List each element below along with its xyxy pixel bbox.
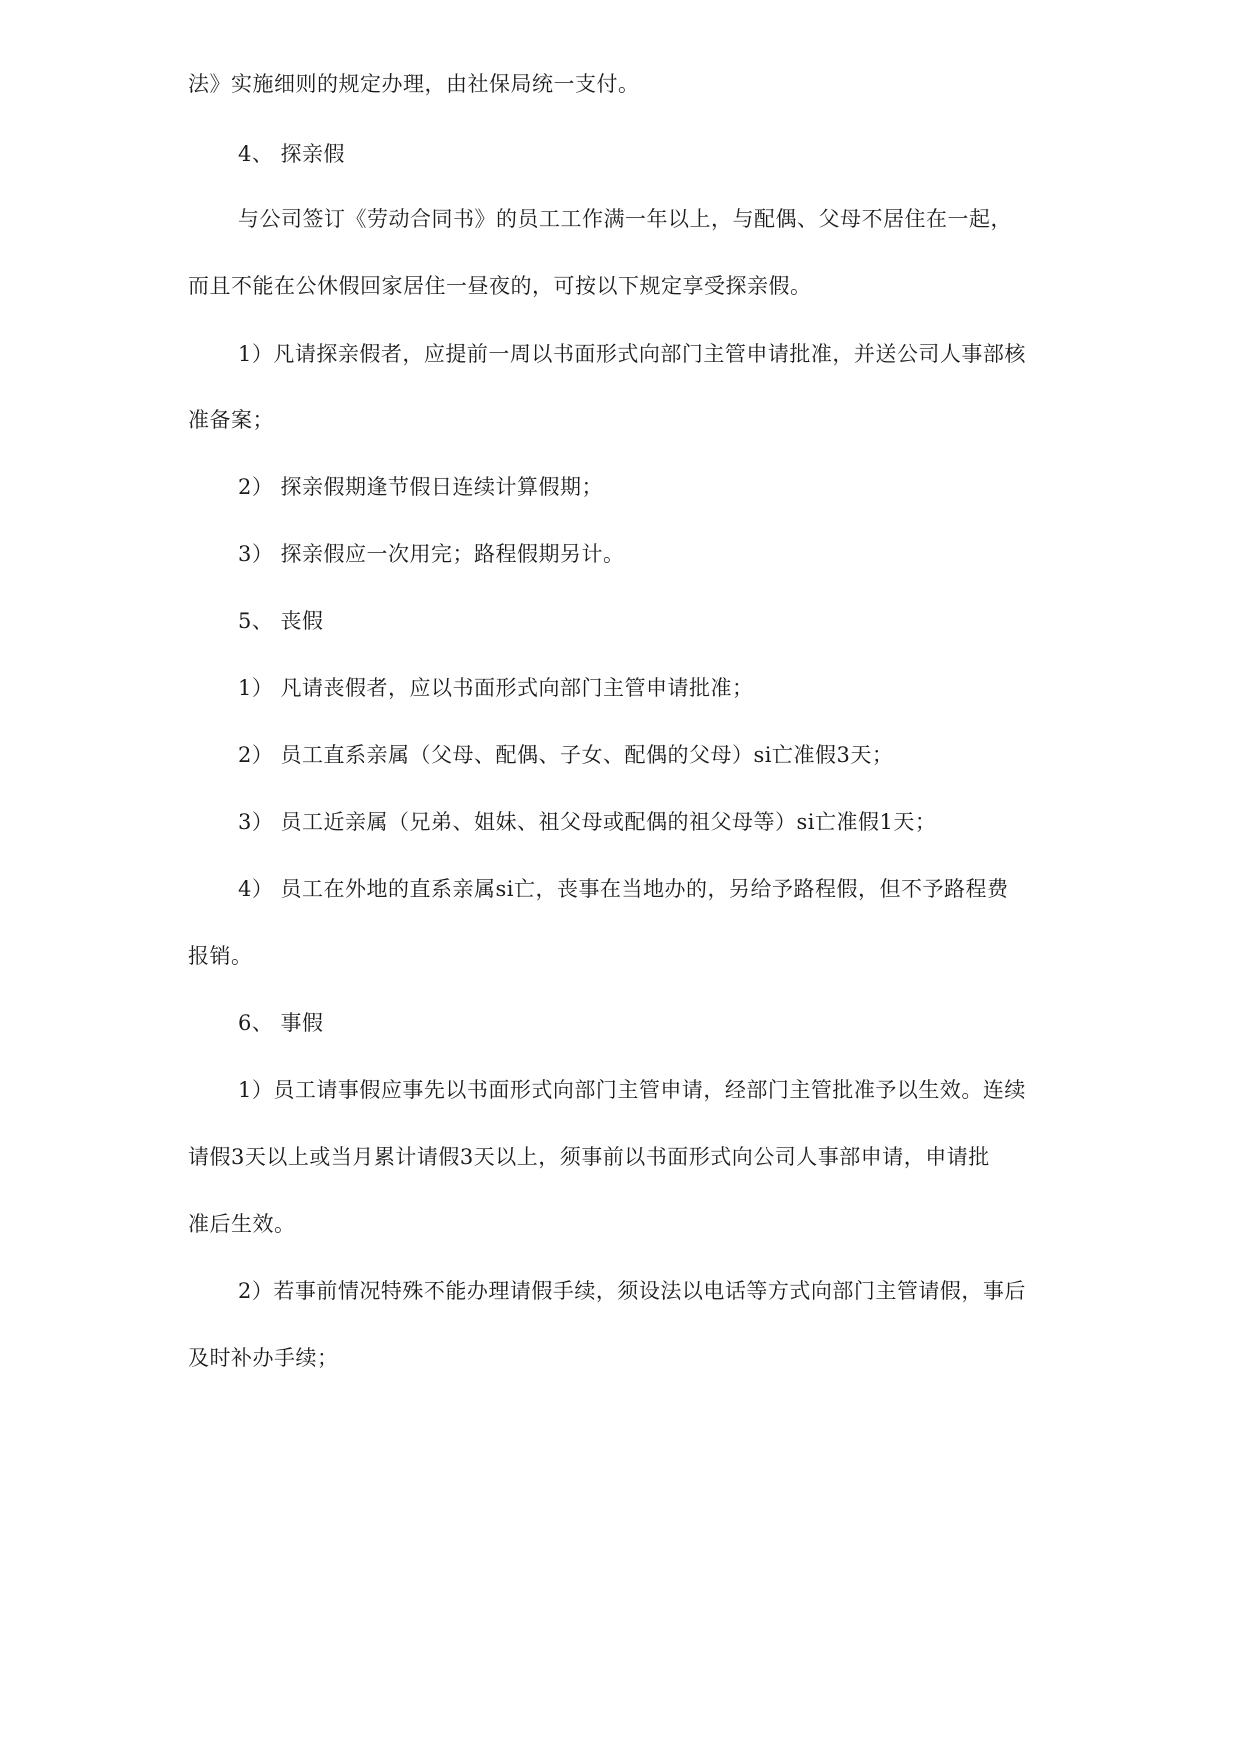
paragraph-line: 而且不能在公休假回家居住一昼夜的，可按以下规定享受探亲假。 <box>188 274 812 298</box>
list-item: 3） 员工近亲属（兄弟、姐妹、祖父母或配偶的祖父母等）si亡准假1天； <box>238 810 937 834</box>
section-heading-home-leave: 4、 探亲假 <box>238 142 346 166</box>
paragraph-line: 准后生效。 <box>188 1212 296 1236</box>
paragraph-line: 准备案； <box>188 408 274 432</box>
list-item: 2） 员工直系亲属（父母、配偶、子女、配偶的父母）si亡准假3天； <box>238 743 894 767</box>
paragraph-line: 及时补办手续； <box>188 1346 339 1370</box>
paragraph-line: 与公司签订《劳动合同书》的员工工作满一年以上，与配偶、父母不居住在一起， <box>238 207 1012 231</box>
list-item: 1）凡请探亲假者，应提前一周以书面形式向部门主管申请批准，并送公司人事部核 <box>238 342 1026 366</box>
list-item: 2）若事前情况特殊不能办理请假手续，须设法以电话等方式向部门主管请假，事后 <box>238 1279 1026 1303</box>
list-item: 3） 探亲假应一次用完；路程假期另计。 <box>238 542 625 566</box>
paragraph-line: 请假3天以上或当月累计请假3天以上，须事前以书面形式向公司人事部申请，申请批 <box>188 1145 990 1169</box>
list-item: 2） 探亲假期逢节假日连续计算假期； <box>238 475 604 499</box>
section-heading-bereavement-leave: 5、 丧假 <box>238 609 324 633</box>
list-item: 1） 凡请丧假者，应以书面形式向部门主管申请批准； <box>238 676 754 700</box>
list-item: 4） 员工在外地的直系亲属si亡，丧事在当地办的，另给予路程假，但不予路程费 <box>238 877 1009 901</box>
paragraph-line: 报销。 <box>188 944 253 968</box>
list-item: 1）员工请事假应事先以书面形式向部门主管申请，经部门主管批准予以生效。连续 <box>238 1078 1026 1102</box>
section-heading-personal-leave: 6、 事假 <box>238 1011 324 1035</box>
paragraph-line: 法》实施细则的规定办理，由社保局统一支付。 <box>188 72 640 96</box>
